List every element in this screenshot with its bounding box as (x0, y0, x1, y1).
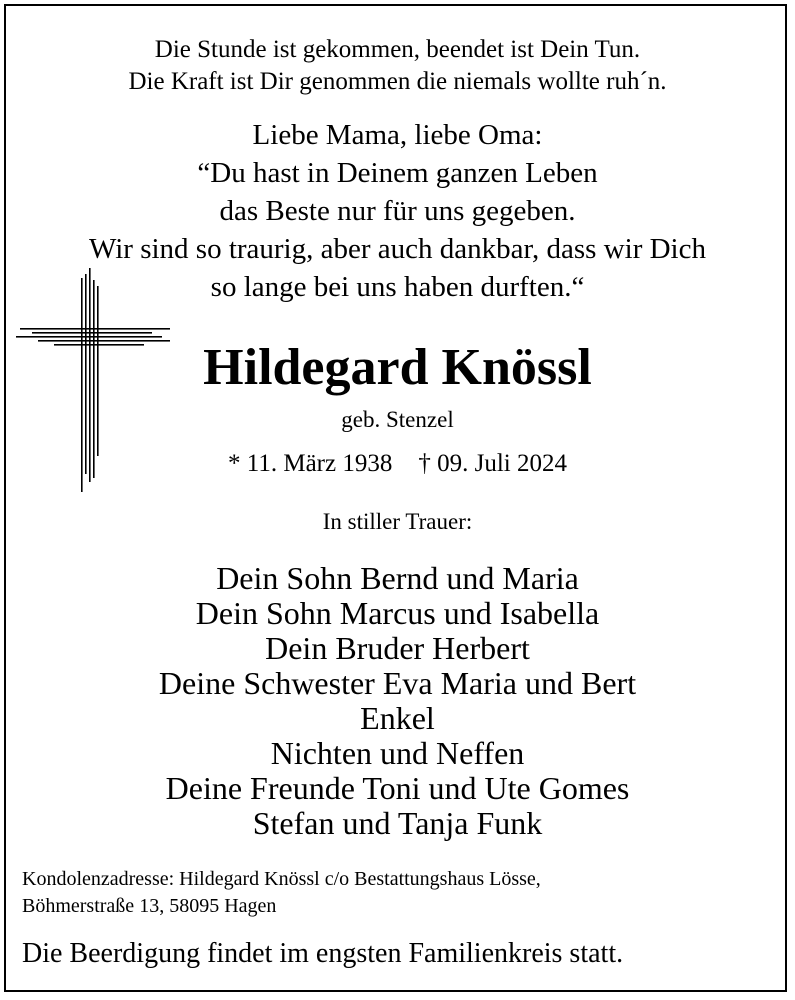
mourner-entry: Enkel (360, 700, 435, 736)
birth-name: geb. Stenzel (341, 407, 454, 432)
verse-line: Wir sind so traurig, aber auch dankbar, dass wir Dich (89, 233, 706, 265)
mourner-entry: Dein Sohn Marcus und Isabella (195, 595, 600, 631)
condolence-address (22, 866, 541, 920)
deceased-name: Hildegard Knössl (203, 339, 592, 396)
condolence-line: Kondolenzadresse: Hildegard Knössl c/o Bestattungshaus Lösse, (22, 868, 541, 890)
burial-note: Die Beerdigung findet im engsten Familienkreis statt. (22, 938, 624, 969)
poem-line: Die Stunde ist gekommen, beendet ist Dein Tun. (154, 36, 641, 63)
death-date: † 09. Juli 2024 (418, 450, 567, 477)
mourner-entry: Deine Freunde Toni und Ute Gomes (165, 770, 630, 806)
mourner-entry: Nichten und Neffen (270, 735, 525, 771)
verse-line: das Beste nur für uns gegeben. (219, 195, 576, 227)
mourner-entry: Dein Sohn Bernd und Maria (216, 560, 579, 596)
opening-poem (0, 34, 795, 98)
mourner-entry: Stefan und Tanja Funk (252, 805, 543, 841)
mourning-label: In stiller Trauer: (322, 509, 473, 534)
poem-line: Die Kraft ist Dir genommen die niemals wollte ruh´n. (128, 68, 667, 95)
verse-line: “Du hast in Deinem ganzen Leben (197, 157, 598, 189)
condolence-line: Böhmerstraße 13, 58095 Hagen (22, 895, 277, 917)
verse-line: Liebe Mama, liebe Oma: (252, 119, 543, 151)
birth-date: * 11. März 1938 (228, 450, 393, 477)
verse-line: so lange bei uns haben durften.“ (210, 271, 585, 303)
mourners-list (0, 561, 795, 841)
mourner-entry: Deine Schwester Eva Maria und Bert (158, 665, 637, 701)
life-dates (0, 448, 795, 480)
mourner-entry: Dein Bruder Herbert (265, 630, 530, 666)
